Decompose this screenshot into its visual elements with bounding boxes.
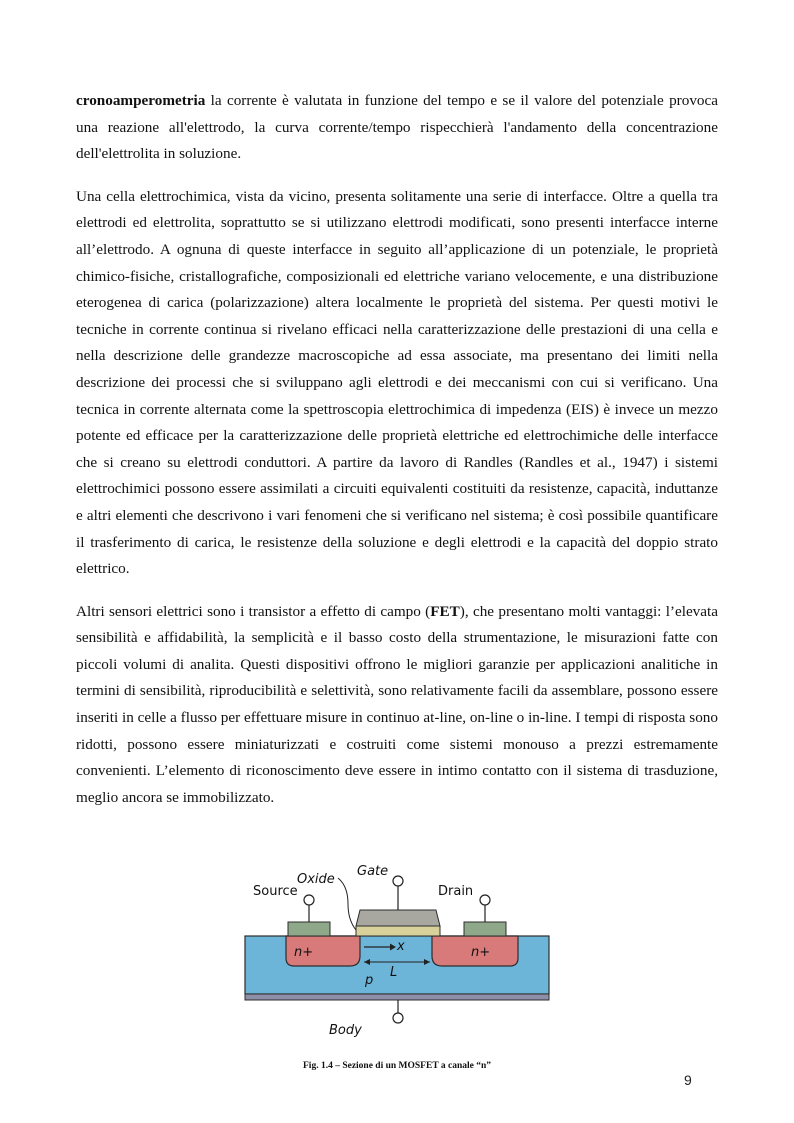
gate-electrode — [356, 910, 440, 926]
bold-fet: FET — [430, 602, 460, 620]
drain-label: Drain — [438, 884, 474, 899]
oxide-pointer — [338, 878, 356, 930]
oxide-layer — [356, 926, 440, 936]
body-terminal — [393, 1013, 403, 1023]
figure-caption: Fig. 1.4 – Sezione di un MOSFET a canale “n” — [303, 1061, 491, 1071]
n-plus-right-label: n+ — [471, 945, 491, 960]
p-label: p — [365, 973, 374, 988]
page-number: 9 — [684, 1072, 692, 1088]
length-label: L — [390, 965, 398, 980]
paragraph-3 — [76, 599, 718, 812]
drain-terminal — [480, 895, 490, 905]
page-content — [76, 88, 718, 811]
drain-contact — [464, 922, 506, 936]
paragraph-3-text-b: ), che presentano molti vantaggi: l’elevata sensibilità e affidabilità, la semplicità e il basso costo della strumentazione, le misurazioni fatte con piccoli volumi di analita. Questi dispositivi offrono le migliori garanzie per applicazioni analitiche in termini di sensibilità, riproducibilità e selettività, sono relativamente facili da assemblare, possono essere inseriti in celle a flusso per effettuare misure in continuo at-line, on-line o in-line. I tempi di risposta sono ridotti, possono essere miniaturizzati e costruiti come sistemi monouso a prezzi estremamente convenienti. L’elemento di riconoscimento deve essere in intimo contatto con il sistema di trasduzione, meglio ancora se immobilizzato. — [76, 602, 718, 806]
source-contact — [288, 922, 330, 936]
body-plate — [245, 994, 549, 1000]
source-terminal — [304, 895, 314, 905]
oxide-label: Oxide — [297, 872, 335, 887]
n-plus-left-label: n+ — [294, 945, 314, 960]
paragraph-1-text: la corrente è valutata in funzione del tempo e se il valore del potenziale provoca una reazione all'elettrodo, la curva corrente/tempo rispecchierà l'andamento della concentrazione dell'elettrolita in soluzione. — [76, 92, 718, 163]
body-label: Body — [329, 1023, 362, 1038]
mosfet-figure — [240, 856, 560, 1046]
x-label: x — [397, 939, 405, 954]
bold-term: cronoamperometria — [76, 92, 206, 109]
paragraph-1 — [76, 88, 718, 168]
paragraph-3-text-a: Altri sensori elettrici sono i transistor a effetto di campo ( — [76, 602, 431, 620]
source-label: Source — [253, 884, 298, 899]
gate-label: Gate — [357, 864, 389, 879]
mosfet-diagram — [240, 856, 560, 1046]
gate-terminal — [393, 876, 403, 886]
paragraph-2: Una cella elettrochimica, vista da vicino, presenta solitamente una serie di interfacce. Oltre a quella tra elettrodi ed elettrolita, soprattutto se si utilizzano elettrodi modificati, sono presenti interfacce interne all’elettrodo. A ognuna di queste interfacce in seguito all’applicazione di un potenziale, le proprietà chimico-fisiche, cristallografiche, composizionali ed elettriche variano velocemente, e una distribuzione eterogenea di carica (polarizzazione) altera localmente le proprietà del sistema. Per questi motivi le tecniche in corrente continua si rivelano efficaci nella caratterizzazione delle prestazioni di una cella e nella descrizione delle grandezze macroscopiche ad essa associate, ma presentano dei limiti nella descrizione dei processi che si sviluppano agli elettrodi e dei meccanismi con cui si verificano. Una tecnica in corrente alternata come la spettroscopia elettrochimica di impedenza (EIS) è invece un mezzo potente ed efficace per la caratterizzazione delle proprietà elettriche ed elettrochimiche delle interfacce che si creano su elettrodi conduttori. A partire da lavoro di Randles (Randles et al., 1947) i sistemi elettrochimici possono essere assimilati a circuiti equivalenti costituiti da resistenze, capacità, induttanze e altri elementi che descrivono i vari fenomeni che si verificano nel sistema; è così possibile quantificare il trasferimento di carica, le resistenze della soluzione e degli elettrodi e la capacità del doppio strato elettrico. — [76, 187, 718, 578]
